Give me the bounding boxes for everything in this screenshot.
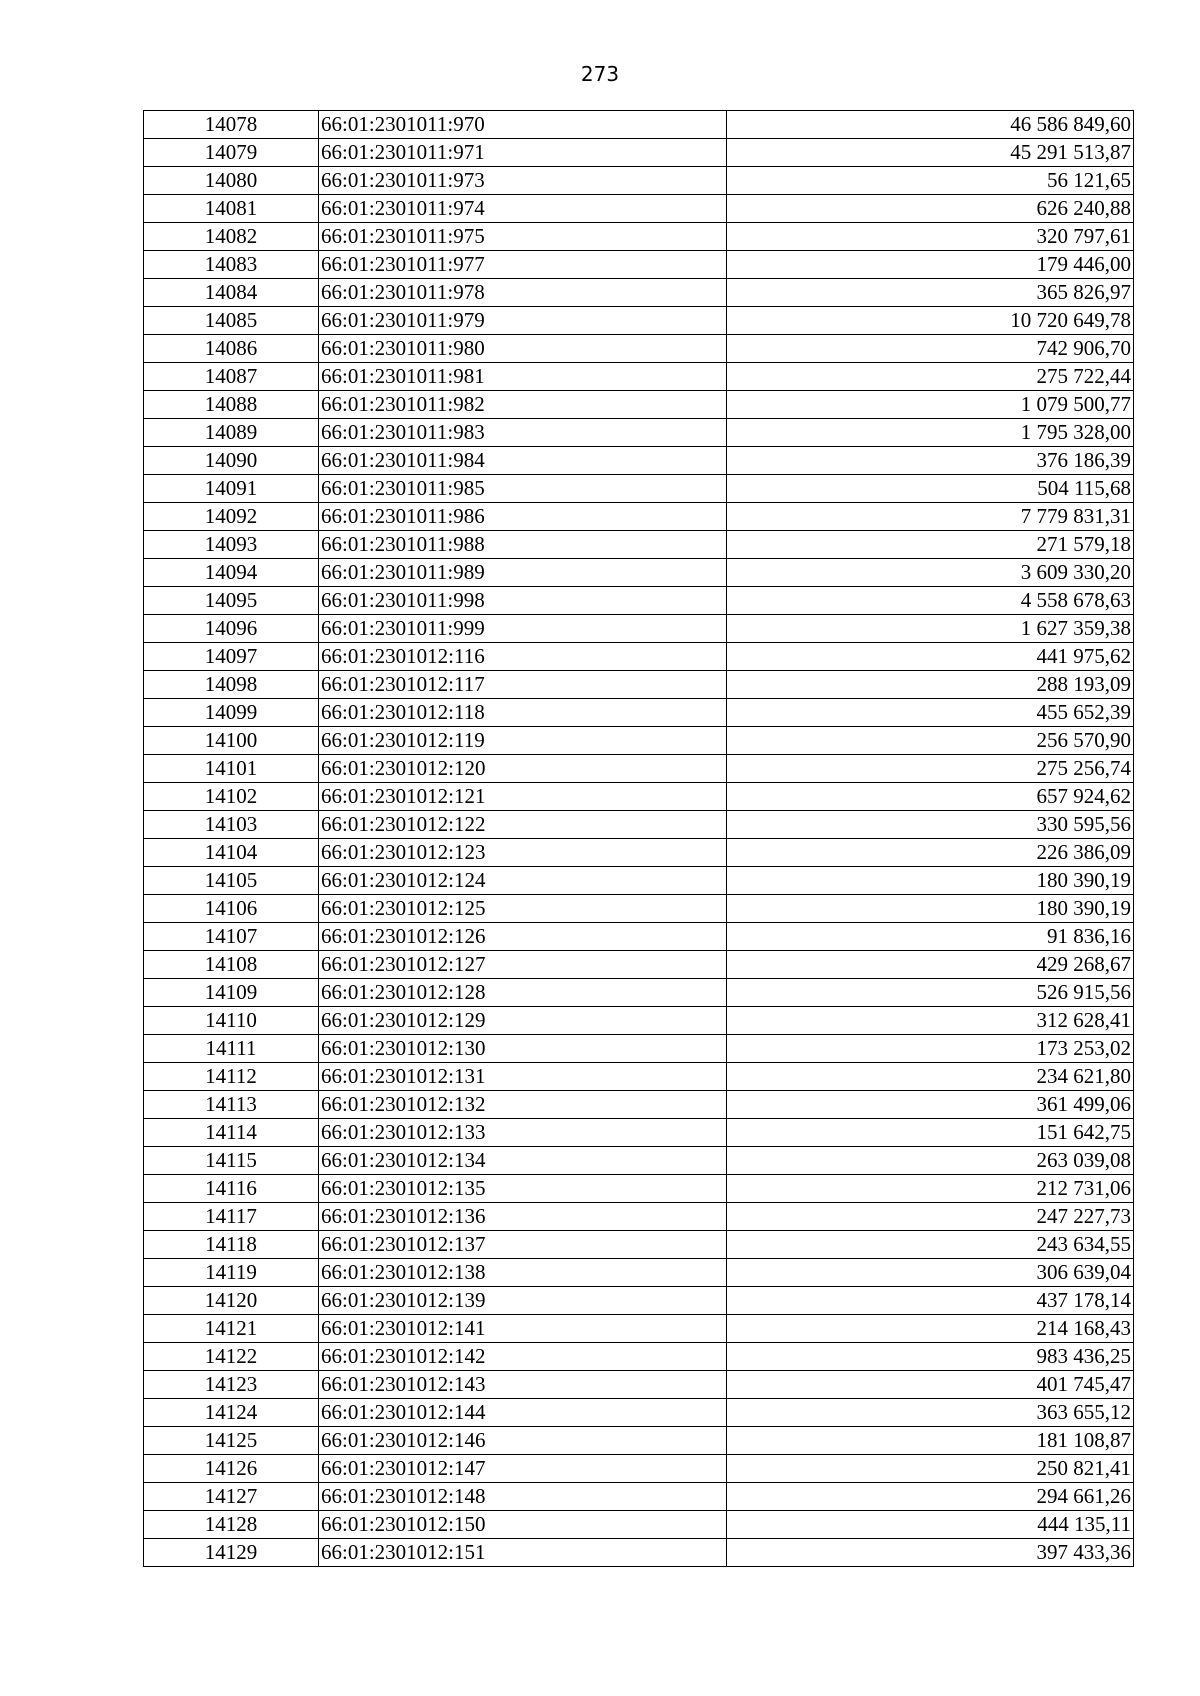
cadastral-number-cell: 66:01:2301011:973	[319, 167, 727, 195]
cadastral-value-cell: 226 386,09	[727, 839, 1134, 867]
page-number: 273	[580, 62, 620, 86]
table-row	[144, 615, 1134, 643]
table-row	[144, 1455, 1134, 1483]
cadastral-number-cell: 66:01:2301011:998	[319, 587, 727, 615]
table-row	[144, 531, 1134, 559]
cadastral-number-cell: 66:01:2301012:151	[319, 1539, 727, 1567]
table-row	[144, 1399, 1134, 1427]
cadastral-number-cell: 66:01:2301012:127	[319, 951, 727, 979]
cadastral-number-cell: 66:01:2301012:144	[319, 1399, 727, 1427]
row-number-cell: 14124	[144, 1399, 319, 1427]
row-number-cell: 14111	[144, 1035, 319, 1063]
table-row	[144, 391, 1134, 419]
row-number-cell: 14125	[144, 1427, 319, 1455]
table-row	[144, 1315, 1134, 1343]
cadastral-number-cell: 66:01:2301012:120	[319, 755, 727, 783]
row-number-cell: 14127	[144, 1483, 319, 1511]
cadastral-value-cell: 91 836,16	[727, 923, 1134, 951]
cadastral-number-cell: 66:01:2301012:146	[319, 1427, 727, 1455]
table-row	[144, 587, 1134, 615]
cadastral-number-cell: 66:01:2301011:986	[319, 503, 727, 531]
cadastral-value-cell: 455 652,39	[727, 699, 1134, 727]
table-row	[144, 335, 1134, 363]
cadastral-value-cell: 212 731,06	[727, 1175, 1134, 1203]
row-number-cell: 14090	[144, 447, 319, 475]
cadastral-value-cell: 401 745,47	[727, 1371, 1134, 1399]
cadastral-number-cell: 66:01:2301012:131	[319, 1063, 727, 1091]
row-number-cell: 14114	[144, 1119, 319, 1147]
cadastral-value-cell: 173 253,02	[727, 1035, 1134, 1063]
table-body	[144, 111, 1134, 1567]
cadastral-value-cell: 275 256,74	[727, 755, 1134, 783]
row-number-cell: 14078	[144, 111, 319, 139]
row-number-cell: 14086	[144, 335, 319, 363]
row-number-cell: 14099	[144, 699, 319, 727]
row-number-cell: 14107	[144, 923, 319, 951]
table-row	[144, 419, 1134, 447]
row-number-cell: 14128	[144, 1511, 319, 1539]
table-row	[144, 951, 1134, 979]
cadastral-number-cell: 66:01:2301012:122	[319, 811, 727, 839]
table-row	[144, 251, 1134, 279]
table-row	[144, 139, 1134, 167]
cadastral-number-cell: 66:01:2301012:132	[319, 1091, 727, 1119]
cadastral-value-cell: 742 906,70	[727, 335, 1134, 363]
cadastral-number-cell: 66:01:2301011:982	[319, 391, 727, 419]
cadastral-number-cell: 66:01:2301012:129	[319, 1007, 727, 1035]
cadastral-value-cell: 626 240,88	[727, 195, 1134, 223]
table-row	[144, 1147, 1134, 1175]
row-number-cell: 14091	[144, 475, 319, 503]
row-number-cell: 14080	[144, 167, 319, 195]
row-number-cell: 14088	[144, 391, 319, 419]
table-row	[144, 1539, 1134, 1567]
table-row	[144, 755, 1134, 783]
cadastral-number-cell: 66:01:2301011:988	[319, 531, 727, 559]
cadastral-value-table	[143, 110, 1134, 1567]
table-row	[144, 363, 1134, 391]
cadastral-number-cell: 66:01:2301011:979	[319, 307, 727, 335]
cadastral-value-cell: 429 268,67	[727, 951, 1134, 979]
cadastral-number-cell: 66:01:2301011:977	[319, 251, 727, 279]
row-number-cell: 14120	[144, 1287, 319, 1315]
cadastral-value-cell: 312 628,41	[727, 1007, 1134, 1035]
cadastral-number-cell: 66:01:2301012:143	[319, 1371, 727, 1399]
table-row	[144, 559, 1134, 587]
row-number-cell: 14092	[144, 503, 319, 531]
cadastral-value-cell: 1 627 359,38	[727, 615, 1134, 643]
row-number-cell: 14082	[144, 223, 319, 251]
row-number-cell: 14102	[144, 783, 319, 811]
table-row	[144, 1203, 1134, 1231]
cadastral-value-cell: 7 779 831,31	[727, 503, 1134, 531]
row-number-cell: 14110	[144, 1007, 319, 1035]
cadastral-value-cell: 363 655,12	[727, 1399, 1134, 1427]
table-row	[144, 867, 1134, 895]
row-number-cell: 14093	[144, 531, 319, 559]
cadastral-value-cell: 180 390,19	[727, 867, 1134, 895]
cadastral-value-cell: 983 436,25	[727, 1343, 1134, 1371]
row-number-cell: 14106	[144, 895, 319, 923]
cadastral-value-cell: 320 797,61	[727, 223, 1134, 251]
cadastral-number-cell: 66:01:2301012:128	[319, 979, 727, 1007]
table-row	[144, 503, 1134, 531]
cadastral-value-cell: 56 121,65	[727, 167, 1134, 195]
table-row	[144, 1371, 1134, 1399]
row-number-cell: 14105	[144, 867, 319, 895]
table-row	[144, 727, 1134, 755]
cadastral-number-cell: 66:01:2301011:970	[319, 111, 727, 139]
cadastral-number-cell: 66:01:2301012:126	[319, 923, 727, 951]
cadastral-number-cell: 66:01:2301011:989	[319, 559, 727, 587]
cadastral-value-cell: 271 579,18	[727, 531, 1134, 559]
table-row	[144, 447, 1134, 475]
cadastral-number-cell: 66:01:2301011:980	[319, 335, 727, 363]
cadastral-number-cell: 66:01:2301012:147	[319, 1455, 727, 1483]
cadastral-number-cell: 66:01:2301011:978	[319, 279, 727, 307]
cadastral-number-cell: 66:01:2301012:141	[319, 1315, 727, 1343]
cadastral-value-cell: 376 186,39	[727, 447, 1134, 475]
row-number-cell: 14081	[144, 195, 319, 223]
table-row	[144, 783, 1134, 811]
table-row	[144, 643, 1134, 671]
row-number-cell: 14094	[144, 559, 319, 587]
cadastral-value-cell: 234 621,80	[727, 1063, 1134, 1091]
cadastral-value-cell: 437 178,14	[727, 1287, 1134, 1315]
cadastral-value-cell: 4 558 678,63	[727, 587, 1134, 615]
row-number-cell: 14112	[144, 1063, 319, 1091]
cadastral-number-cell: 66:01:2301012:136	[319, 1203, 727, 1231]
table-row	[144, 1483, 1134, 1511]
cadastral-number-cell: 66:01:2301012:121	[319, 783, 727, 811]
table-row	[144, 167, 1134, 195]
table-row	[144, 1427, 1134, 1455]
cadastral-value-cell: 365 826,97	[727, 279, 1134, 307]
cadastral-value-cell: 247 227,73	[727, 1203, 1134, 1231]
cadastral-value-cell: 181 108,87	[727, 1427, 1134, 1455]
cadastral-number-cell: 66:01:2301011:975	[319, 223, 727, 251]
row-number-cell: 14097	[144, 643, 319, 671]
table-row	[144, 223, 1134, 251]
cadastral-number-cell: 66:01:2301012:137	[319, 1231, 727, 1259]
table-row	[144, 839, 1134, 867]
table-row	[144, 895, 1134, 923]
row-number-cell: 14119	[144, 1259, 319, 1287]
row-number-cell: 14121	[144, 1315, 319, 1343]
row-number-cell: 14108	[144, 951, 319, 979]
table-row	[144, 811, 1134, 839]
cadastral-number-cell: 66:01:2301012:119	[319, 727, 727, 755]
cadastral-value-cell: 214 168,43	[727, 1315, 1134, 1343]
cadastral-value-cell: 330 595,56	[727, 811, 1134, 839]
row-number-cell: 14123	[144, 1371, 319, 1399]
cadastral-number-cell: 66:01:2301012:118	[319, 699, 727, 727]
cadastral-value-cell: 444 135,11	[727, 1511, 1134, 1539]
cadastral-value-cell: 397 433,36	[727, 1539, 1134, 1567]
table-row	[144, 923, 1134, 951]
cadastral-value-cell: 361 499,06	[727, 1091, 1134, 1119]
cadastral-value-cell: 243 634,55	[727, 1231, 1134, 1259]
row-number-cell: 14109	[144, 979, 319, 1007]
cadastral-value-cell: 45 291 513,87	[727, 139, 1134, 167]
table-row	[144, 1091, 1134, 1119]
cadastral-value-cell: 3 609 330,20	[727, 559, 1134, 587]
row-number-cell: 14122	[144, 1343, 319, 1371]
row-number-cell: 14079	[144, 139, 319, 167]
row-number-cell: 14113	[144, 1091, 319, 1119]
row-number-cell: 14087	[144, 363, 319, 391]
row-number-cell: 14117	[144, 1203, 319, 1231]
row-number-cell: 14115	[144, 1147, 319, 1175]
cadastral-number-cell: 66:01:2301012:139	[319, 1287, 727, 1315]
table-row	[144, 307, 1134, 335]
cadastral-number-cell: 66:01:2301011:971	[319, 139, 727, 167]
cadastral-value-cell: 180 390,19	[727, 895, 1134, 923]
cadastral-number-cell: 66:01:2301012:138	[319, 1259, 727, 1287]
cadastral-value-cell: 294 661,26	[727, 1483, 1134, 1511]
row-number-cell: 14083	[144, 251, 319, 279]
cadastral-number-cell: 66:01:2301012:142	[319, 1343, 727, 1371]
table-row	[144, 475, 1134, 503]
table-row	[144, 1175, 1134, 1203]
cadastral-number-cell: 66:01:2301012:134	[319, 1147, 727, 1175]
cadastral-number-cell: 66:01:2301012:123	[319, 839, 727, 867]
table-row	[144, 1511, 1134, 1539]
cadastral-number-cell: 66:01:2301012:116	[319, 643, 727, 671]
table-row	[144, 1287, 1134, 1315]
cadastral-number-cell: 66:01:2301012:125	[319, 895, 727, 923]
cadastral-value-cell: 526 915,56	[727, 979, 1134, 1007]
cadastral-number-cell: 66:01:2301012:130	[319, 1035, 727, 1063]
table-row	[144, 1119, 1134, 1147]
table-row	[144, 1259, 1134, 1287]
cadastral-number-cell: 66:01:2301012:117	[319, 671, 727, 699]
table-row	[144, 279, 1134, 307]
table-row	[144, 1007, 1134, 1035]
table-row	[144, 699, 1134, 727]
cadastral-value-cell: 441 975,62	[727, 643, 1134, 671]
row-number-cell: 14085	[144, 307, 319, 335]
table-row	[144, 195, 1134, 223]
cadastral-value-cell: 1 079 500,77	[727, 391, 1134, 419]
row-number-cell: 14095	[144, 587, 319, 615]
row-number-cell: 14103	[144, 811, 319, 839]
row-number-cell: 14084	[144, 279, 319, 307]
cadastral-value-cell: 275 722,44	[727, 363, 1134, 391]
cadastral-value-cell: 1 795 328,00	[727, 419, 1134, 447]
cadastral-value-cell: 504 115,68	[727, 475, 1134, 503]
cadastral-value-cell: 151 642,75	[727, 1119, 1134, 1147]
row-number-cell: 14104	[144, 839, 319, 867]
cadastral-number-cell: 66:01:2301011:983	[319, 419, 727, 447]
cadastral-value-cell: 256 570,90	[727, 727, 1134, 755]
cadastral-number-cell: 66:01:2301011:985	[319, 475, 727, 503]
cadastral-number-cell: 66:01:2301012:135	[319, 1175, 727, 1203]
cadastral-value-cell: 179 446,00	[727, 251, 1134, 279]
cadastral-value-cell: 288 193,09	[727, 671, 1134, 699]
table-row	[144, 1035, 1134, 1063]
row-number-cell: 14098	[144, 671, 319, 699]
row-number-cell: 14126	[144, 1455, 319, 1483]
cadastral-value-cell: 10 720 649,78	[727, 307, 1134, 335]
cadastral-value-cell: 657 924,62	[727, 783, 1134, 811]
table-row	[144, 111, 1134, 139]
row-number-cell: 14100	[144, 727, 319, 755]
cadastral-number-cell: 66:01:2301012:124	[319, 867, 727, 895]
cadastral-value-cell: 46 586 849,60	[727, 111, 1134, 139]
row-number-cell: 14129	[144, 1539, 319, 1567]
cadastral-number-cell: 66:01:2301012:150	[319, 1511, 727, 1539]
row-number-cell: 14089	[144, 419, 319, 447]
row-number-cell: 14118	[144, 1231, 319, 1259]
cadastral-number-cell: 66:01:2301011:974	[319, 195, 727, 223]
cadastral-value-cell: 306 639,04	[727, 1259, 1134, 1287]
row-number-cell: 14116	[144, 1175, 319, 1203]
cadastral-number-cell: 66:01:2301011:984	[319, 447, 727, 475]
cadastral-number-cell: 66:01:2301011:999	[319, 615, 727, 643]
cadastral-value-cell: 263 039,08	[727, 1147, 1134, 1175]
cadastral-number-cell: 66:01:2301012:133	[319, 1119, 727, 1147]
cadastral-value-cell: 250 821,41	[727, 1455, 1134, 1483]
table-row	[144, 1231, 1134, 1259]
table-row	[144, 671, 1134, 699]
table-row	[144, 1063, 1134, 1091]
row-number-cell: 14096	[144, 615, 319, 643]
row-number-cell: 14101	[144, 755, 319, 783]
table-row	[144, 979, 1134, 1007]
table-row	[144, 1343, 1134, 1371]
cadastral-number-cell: 66:01:2301011:981	[319, 363, 727, 391]
cadastral-number-cell: 66:01:2301012:148	[319, 1483, 727, 1511]
